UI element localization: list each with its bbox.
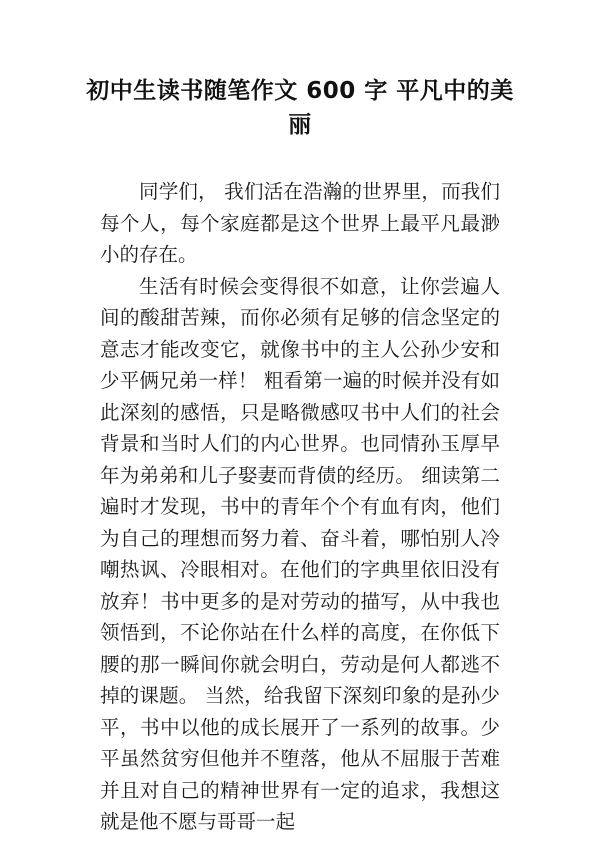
- document-title: 初中生读书随笔作文 600 字 平凡中的美丽: [86, 78, 514, 138]
- document-body: [100, 176, 500, 838]
- paragraph-1: 同学们， 我们活在浩瀚的世界里，而我们每个人，每个家庭都是这个世界上最平凡最渺小的存在。: [100, 180, 500, 266]
- paragraph-2: 生活有时候会变得很不如意，让你尝遍人间的酸甜苦辣，而你必须有足够的信念坚定的意志才能改变它，就像书中的主人公孙少安和少平俩兄弟一样！ 粗看第一遍的时候并没有如此深刻的感悟，只是略微感叹书中人们的社会背景和当时人们的内心世界。也同情孙玉厚早年为弟弟和儿子娶妻而背债的经历。 细读第二遍时才发现，书中的青年个个有血有肉，他们为自己的理想而努力着、奋斗着，哪怕别人冷嘲热讽、冷眼相对。在他们的字典里依旧没有放弃！书中更多的是对劳动的描写，从中我也领悟到，不论你站在什么样的高度，在你低下腰的那一瞬间你就会明白，劳动是何人都逃不掉的课题。 当然，给我留下深刻印象的是孙少平，书中以他的成长展开了一系列的故事。少平虽然贫穷但他并不堕落，他从不屈服于苦难并且对自己的精神世界有一定的追求，我想这就是他不愿与哥哥一起: [100, 274, 500, 833]
